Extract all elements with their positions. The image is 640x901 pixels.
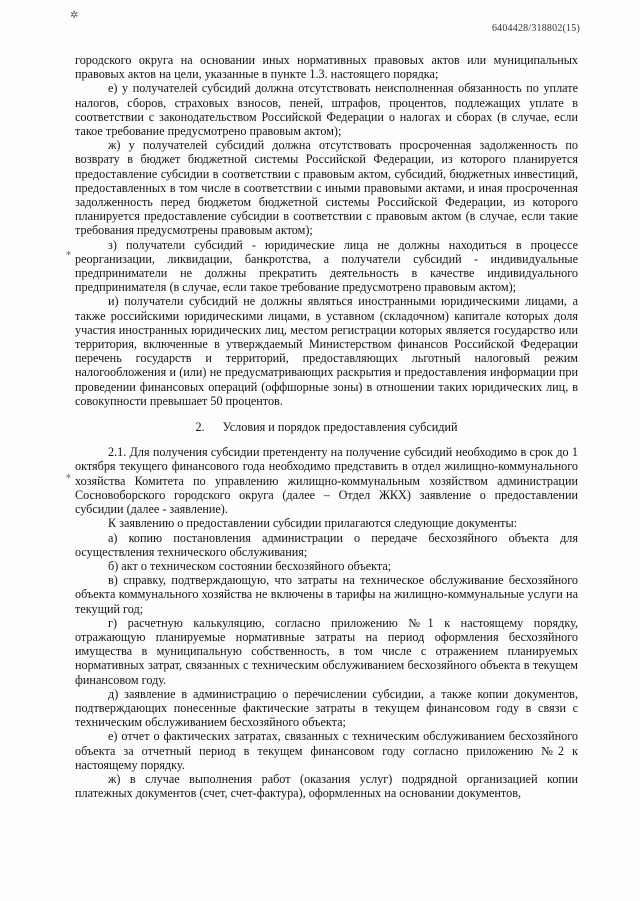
paragraph-continuation: городского округа на основании иных нормативных правовых актов или муниципальных правовых актов на цели, указанные в пункте 1.3. настоящего порядка; (75, 53, 578, 82)
paragraph-doc-d: д) заявление в администрацию о перечислении субсидии, а также копии документов, подтверждающих понесенные фактические затраты в текущем финансовом году в связи с техническим обслуживанием бесхозяйного объекта; (75, 686, 578, 730)
paragraph-item-z: з) получатели субсидий - юридические лица не должны находиться в процессе реорганизации, ликвидации, банкротства, а получатели субсидий - индивидуальные предприниматели не должны прекратить деятельность в качестве индивидуального предпринимателя (в случае, если такое требование предусмотрено правовым актом); (75, 237, 578, 295)
section-title: Условия и порядок предоставления субсидий (222, 420, 458, 435)
scan-mark: ⁎ (66, 247, 71, 258)
paragraph-documents-intro: К заявлению о предоставлении субсидии прилагаются следующие документы: (108, 516, 518, 531)
section-heading (75, 420, 578, 434)
paragraph-doc-a: а) копию постановления администрации о передаче бесхозяйного объекта для осуществления технического обслуживания; (75, 530, 578, 559)
document-id: 6404428/318802(15) (491, 23, 580, 34)
paragraph-2-1: 2.1. Для получения субсидии претенденту на получение субсидий необходимо в срок до 1 октября текущего финансового года необходимо представить в отдел жилищно-коммунального хозяйства Комитета по управлению жилищно-коммунальным хозяйством администрации Сосновоборского городского округа (далее – Отдел ЖКХ) заявление о предоставлении субсидии (далее - заявление). (75, 445, 578, 517)
paragraph-doc-e: е) отчет о фактических затратах, связанных с техническим обслуживанием бесхозяйного объекта за отчетный период в текущем финансовом году согласно приложению №2 к настоящему порядку. (75, 729, 578, 772)
paragraph-item-i: и) получатели субсидий не должны являться иностранными юридическими лицами, а также российскими юридическими лицами, в уставном (складочном) капитале которых доля участия иностранных юридических лиц, местом регистрации которых является государство или территория, включенные в утверждаемый Министерством финансов Российской Федерации перечень государств и территорий, предоставляющих льготный налоговый режим налогообложения и (или) не предусматривающих раскрытия и предоставления информации при проведении финансовых операций (оффшорные зоны) в отношении таких юридических лиц, в совокупности превышает 50 процентов. (75, 294, 578, 408)
scan-mark: ✲ (70, 10, 79, 21)
paragraph-item-e: е) у получателей субсидий должна отсутствовать неисполненная обязанность по уплате налогов, сборов, страховых взносов, пеней, штрафов, процентов, подлежащих уплате в соответствии с законодательством Российской Федерации о налогах и сборах (в случае, если такое требование предусмотрено правовым актом); (75, 81, 578, 139)
section-number: 2. (195, 420, 205, 435)
paragraph-doc-b: б) акт о техническом состоянии бесхозяйного объекта; (108, 558, 392, 573)
paragraph-item-zh: ж) у получателей субсидий должна отсутствовать просроченная задолженность по возврату в бюджет бюджетной системы Российской Федерации, из которого планируется предоставление субсидии в соответствии с правовым актом, субсидий, бюджетных инвестиций, предоставленных в том числе в соответствии с иными правовыми актами, и иная просроченная задолженность перед бюджетом бюджетной системы Российской Федерации, из которого планируется предоставление субсидии в соответствии с правовым актом (в случае, если такие требования предусмотрены правовым актом); (75, 138, 578, 238)
document-body (75, 53, 578, 800)
paragraph-doc-g: г) расчетную калькуляцию, согласно приложению №1 к настоящему порядку, отражающую планируемые нормативные затраты на период оформления бесхозяйного имущества в муниципальную собственность, в том числе с отражением планируемых нормативных затрат, связанных с техническим обслуживанием бесхозяйного объекта в текущем финансовом году. (75, 615, 578, 687)
paragraph-doc-v: в) справку, подтверждающую, что затраты на техническое обслуживание бесхозяйного объекта коммунального хозяйства не включены в тарифы на жилищно-коммунальные услуги на текущий год; (75, 573, 578, 616)
scan-mark: ⁎ (66, 470, 71, 481)
paragraph-doc-zh: ж) в случае выполнения работ (оказания услуг) подрядной организацией копии платежных документов (счет, счет-фактура), оформленных на основании документов, (75, 771, 578, 801)
